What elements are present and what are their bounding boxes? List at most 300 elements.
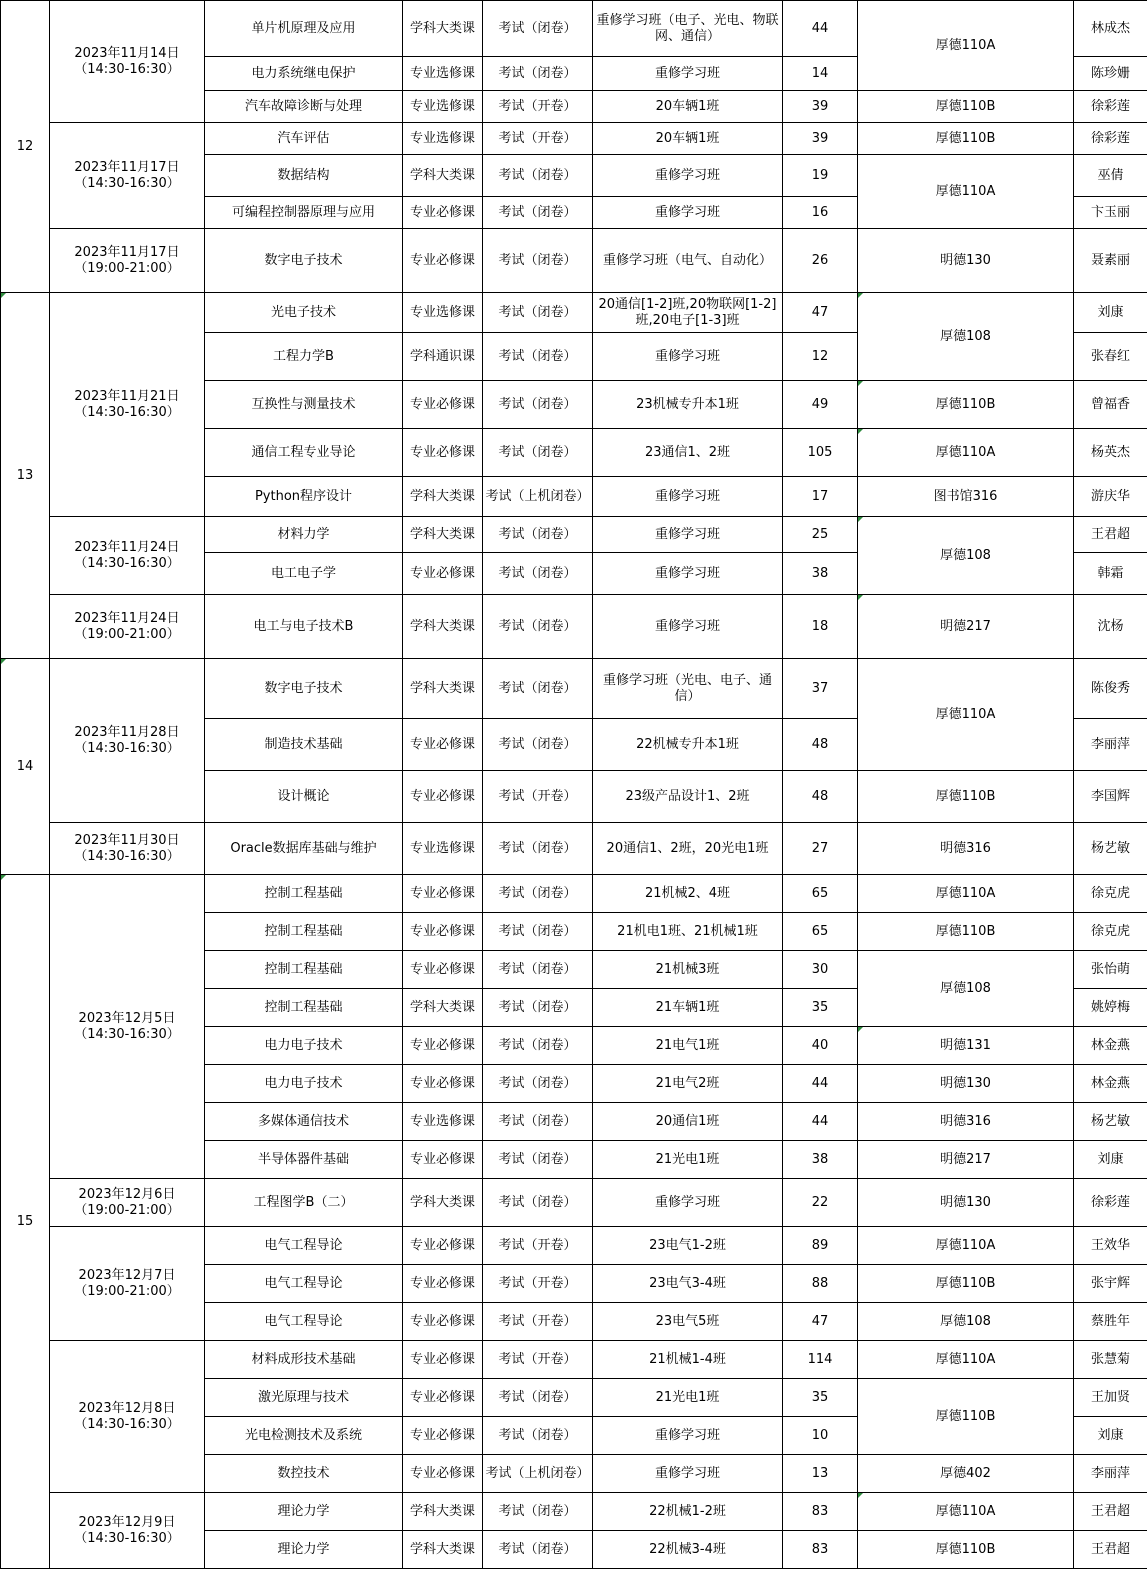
class-name-cell: 20车辆1班 (593, 123, 783, 155)
teacher-cell: 张春红 (1074, 333, 1147, 381)
student-count-cell: 44 (783, 1103, 858, 1141)
exam-method-cell: 考试（闭卷） (483, 429, 593, 477)
course-name-cell: Python程序设计 (205, 477, 403, 517)
exam-method-cell: 考试（闭卷） (483, 1027, 593, 1065)
course-type-cell: 专业必修课 (403, 229, 483, 293)
table-row (1, 123, 1147, 155)
exam-room-cell: 明德130 (858, 229, 1074, 293)
table-row (1, 875, 1147, 913)
course-type-cell: 专业必修课 (403, 719, 483, 771)
exam-date-cell (50, 1179, 205, 1227)
course-name-cell: 电力系统继电保护 (205, 57, 403, 91)
course-name-cell: 可编程控制器原理与应用 (205, 197, 403, 229)
exam-method-cell: 考试（闭卷） (483, 1179, 593, 1227)
student-count-cell: 18 (783, 595, 858, 659)
exam-room-cell: 厚德110B (858, 91, 1074, 123)
class-name-cell: 重修学习班 (593, 333, 783, 381)
exam-date-cell (50, 1227, 205, 1341)
exam-method-cell: 考试（闭卷） (483, 913, 593, 951)
exam-time: （14:30-16:30） (74, 740, 180, 756)
class-name-cell: 重修学习班 (593, 595, 783, 659)
course-name-cell: 材料成形技术基础 (205, 1341, 403, 1379)
exam-method-cell: 考试（闭卷） (483, 381, 593, 429)
exam-method-cell: 考试（上机闭卷） (483, 1455, 593, 1493)
exam-date: 2023年11月28日 (74, 724, 180, 740)
course-name-cell: 电工与电子技术B (205, 595, 403, 659)
teacher-cell: 王君超 (1074, 517, 1147, 553)
course-type-cell: 专业必修课 (403, 1065, 483, 1103)
exam-date: 2023年12月7日 (78, 1267, 176, 1283)
exam-method-cell: 考试（闭卷） (483, 1493, 593, 1531)
exam-date: 2023年11月24日 (74, 610, 180, 626)
exam-method-cell: 考试（闭卷） (483, 517, 593, 553)
class-name-cell: 重修学习班 (593, 553, 783, 595)
student-count-cell: 26 (783, 229, 858, 293)
teacher-cell: 姚婷梅 (1074, 989, 1147, 1027)
exam-date-cell (50, 875, 205, 1179)
exam-method-cell: 考试（开卷） (483, 1265, 593, 1303)
exam-method-cell: 考试（开卷） (483, 1227, 593, 1265)
course-type-cell: 专业必修课 (403, 1417, 483, 1455)
course-type-cell: 专业选修课 (403, 123, 483, 155)
exam-method-cell: 考试（闭卷） (483, 155, 593, 197)
exam-room-cell: 厚德110B (858, 771, 1074, 823)
exam-date: 2023年11月30日 (74, 832, 180, 848)
class-name-cell: 22机械3-4班 (593, 1531, 783, 1569)
table-row (1, 229, 1147, 293)
exam-time: （14:30-16:30） (74, 1416, 180, 1432)
exam-room-cell: 厚德110A (858, 1341, 1074, 1379)
course-type-cell: 专业必修课 (403, 1341, 483, 1379)
course-type-cell: 专业必修课 (403, 875, 483, 913)
class-name-cell: 重修学习班 (593, 477, 783, 517)
course-name-cell: 电气工程导论 (205, 1303, 403, 1341)
exam-room-cell: 明德316 (858, 1103, 1074, 1141)
exam-room-cell: 明德217 (858, 595, 1074, 659)
exam-room-cell: 厚德110A (858, 875, 1074, 913)
student-count-cell: 44 (783, 1, 858, 57)
teacher-cell: 李丽萍 (1074, 719, 1147, 771)
week-number-cell: 14 (1, 659, 50, 875)
course-type-cell: 专业必修课 (403, 1141, 483, 1179)
exam-room-cell: 明德217 (858, 1141, 1074, 1179)
course-name-cell: 光电子技术 (205, 293, 403, 333)
course-name-cell: 设计概论 (205, 771, 403, 823)
teacher-cell: 陈珍姗 (1074, 57, 1147, 91)
class-name-cell: 20通信1班 (593, 1103, 783, 1141)
teacher-cell: 张慧菊 (1074, 1341, 1147, 1379)
exam-date-cell (50, 229, 205, 293)
student-count-cell: 88 (783, 1265, 858, 1303)
student-count-cell: 22 (783, 1179, 858, 1227)
exam-room-cell: 厚德110A (858, 1227, 1074, 1265)
exam-method-cell: 考试（开卷） (483, 1303, 593, 1341)
exam-method-cell: 考试（开卷） (483, 771, 593, 823)
teacher-cell: 李国辉 (1074, 771, 1147, 823)
student-count-cell: 65 (783, 913, 858, 951)
teacher-cell: 徐彩莲 (1074, 1179, 1147, 1227)
teacher-cell: 聂素丽 (1074, 229, 1147, 293)
exam-room-cell: 厚德402 (858, 1455, 1074, 1493)
week-number-cell: 12 (1, 1, 50, 293)
exam-method-cell: 考试（闭卷） (483, 197, 593, 229)
exam-method-cell: 考试（闭卷） (483, 1103, 593, 1141)
exam-method-cell: 考试（闭卷） (483, 1417, 593, 1455)
course-name-cell: 汽车故障诊断与处理 (205, 91, 403, 123)
course-type-cell: 专业必修课 (403, 1455, 483, 1493)
exam-room-cell: 厚德110A (858, 155, 1074, 229)
table-row (1, 517, 1147, 553)
exam-method-cell: 考试（闭卷） (483, 659, 593, 719)
course-type-cell: 学科大类课 (403, 1179, 483, 1227)
exam-date-cell (50, 1, 205, 123)
course-name-cell: 光电检测技术及系统 (205, 1417, 403, 1455)
class-name-cell: 23电气3-4班 (593, 1265, 783, 1303)
course-type-cell: 专业选修课 (403, 91, 483, 123)
exam-date: 2023年12月6日 (78, 1186, 176, 1202)
exam-room-cell: 厚德108 (858, 951, 1074, 1027)
teacher-cell: 徐克虎 (1074, 875, 1147, 913)
class-name-cell: 重修学习班 (593, 1417, 783, 1455)
student-count-cell: 14 (783, 57, 858, 91)
table-row (1, 1, 1147, 57)
table-row (1, 1493, 1147, 1531)
exam-date: 2023年11月17日 (74, 244, 180, 260)
class-name-cell: 重修学习班（电子、光电、物联 网、通信） (593, 1, 783, 57)
exam-date-cell (50, 123, 205, 229)
student-count-cell: 30 (783, 951, 858, 989)
exam-room-cell: 明德131 (858, 1027, 1074, 1065)
exam-time: （19:00-21:00） (74, 1202, 180, 1218)
course-type-cell: 学科大类课 (403, 155, 483, 197)
course-name-cell: 电工电子学 (205, 553, 403, 595)
exam-time: （14:30-16:30） (74, 555, 180, 571)
exam-method-cell: 考试（开卷） (483, 91, 593, 123)
class-name-cell: 21光电1班 (593, 1141, 783, 1179)
exam-time: （14:30-16:30） (74, 1530, 180, 1546)
exam-room-cell: 厚德110B (858, 1265, 1074, 1303)
teacher-cell: 杨艺敏 (1074, 823, 1147, 875)
course-type-cell: 学科大类课 (403, 659, 483, 719)
exam-method-cell: 考试（闭卷） (483, 875, 593, 913)
class-name-cell: 21光电1班 (593, 1379, 783, 1417)
student-count-cell: 89 (783, 1227, 858, 1265)
teacher-cell: 曾福香 (1074, 381, 1147, 429)
exam-method-cell: 考试（开卷） (483, 1341, 593, 1379)
student-count-cell: 37 (783, 659, 858, 719)
table-row (1, 293, 1147, 333)
course-name-cell: 工程力学B (205, 333, 403, 381)
student-count-cell: 83 (783, 1493, 858, 1531)
exam-method-cell: 考试（闭卷） (483, 1379, 593, 1417)
class-name-cell: 23电气5班 (593, 1303, 783, 1341)
course-type-cell: 专业必修课 (403, 553, 483, 595)
teacher-cell: 徐克虎 (1074, 913, 1147, 951)
teacher-cell: 卞玉丽 (1074, 197, 1147, 229)
student-count-cell: 114 (783, 1341, 858, 1379)
exam-date-cell (50, 517, 205, 595)
class-name-cell: 23通信1、2班 (593, 429, 783, 477)
course-name-cell: 数据结构 (205, 155, 403, 197)
course-name-cell: 通信工程专业导论 (205, 429, 403, 477)
class-name-cell: 重修学习班 (593, 1179, 783, 1227)
course-type-cell: 学科通识课 (403, 333, 483, 381)
course-name-cell: 汽车评估 (205, 123, 403, 155)
course-type-cell: 学科大类课 (403, 1531, 483, 1569)
class-name-cell: 22机械1-2班 (593, 1493, 783, 1531)
exam-room-cell: 厚德110B (858, 1379, 1074, 1455)
student-count-cell: 19 (783, 155, 858, 197)
teacher-cell: 刘康 (1074, 1417, 1147, 1455)
exam-method-cell: 考试（闭卷） (483, 553, 593, 595)
course-type-cell: 专业必修课 (403, 197, 483, 229)
exam-time: （19:00-21:00） (74, 260, 180, 276)
class-name-cell: 重修学习班 (593, 1455, 783, 1493)
teacher-cell: 杨英杰 (1074, 429, 1147, 477)
course-type-cell: 专业选修课 (403, 57, 483, 91)
course-name-cell: 数字电子技术 (205, 229, 403, 293)
teacher-cell: 徐彩莲 (1074, 123, 1147, 155)
table-row (1, 595, 1147, 659)
course-type-cell: 专业必修课 (403, 1303, 483, 1341)
exam-time: （14:30-16:30） (74, 848, 180, 864)
class-name-cell: 21电气2班 (593, 1065, 783, 1103)
class-name-cell: 23电气1-2班 (593, 1227, 783, 1265)
class-name-cell: 重修学习班（光电、电子、通 信） (593, 659, 783, 719)
course-type-cell: 专业必修课 (403, 381, 483, 429)
course-name-cell: 控制工程基础 (205, 989, 403, 1027)
teacher-cell: 蔡胜年 (1074, 1303, 1147, 1341)
course-name-cell: 电力电子技术 (205, 1027, 403, 1065)
course-name-cell: 控制工程基础 (205, 875, 403, 913)
course-type-cell: 专业必修课 (403, 771, 483, 823)
week-number-cell: 15 (1, 875, 50, 1569)
class-name-cell: 21机械2、4班 (593, 875, 783, 913)
class-name-cell: 20车辆1班 (593, 91, 783, 123)
exam-room-cell: 图书馆316 (858, 477, 1074, 517)
exam-room-cell: 厚德110A (858, 429, 1074, 477)
course-name-cell: Oracle数据库基础与维护 (205, 823, 403, 875)
class-name-cell: 20通信[1-2]班,20物联网[1-2] 班,20电子[1-3]班 (593, 293, 783, 333)
student-count-cell: 83 (783, 1531, 858, 1569)
table-row (1, 1341, 1147, 1379)
teacher-cell: 王效华 (1074, 1227, 1147, 1265)
exam-time: （14:30-16:30） (74, 1026, 180, 1042)
course-name-cell: 控制工程基础 (205, 951, 403, 989)
exam-method-cell: 考试（闭卷） (483, 989, 593, 1027)
student-count-cell: 16 (783, 197, 858, 229)
course-name-cell: 单片机原理及应用 (205, 1, 403, 57)
course-type-cell: 专业必修课 (403, 1027, 483, 1065)
student-count-cell: 48 (783, 771, 858, 823)
exam-room-cell: 厚德110A (858, 659, 1074, 771)
course-name-cell: 理论力学 (205, 1531, 403, 1569)
teacher-cell: 韩霜 (1074, 553, 1147, 595)
student-count-cell: 65 (783, 875, 858, 913)
class-name-cell: 重修学习班（电气、自动化） (593, 229, 783, 293)
exam-date-cell (50, 1493, 205, 1569)
student-count-cell: 13 (783, 1455, 858, 1493)
course-type-cell: 专业必修课 (403, 1265, 483, 1303)
student-count-cell: 39 (783, 123, 858, 155)
course-type-cell: 专业必修课 (403, 429, 483, 477)
teacher-cell: 沈杨 (1074, 595, 1147, 659)
exam-method-cell: 考试（闭卷） (483, 57, 593, 91)
exam-method-cell: 考试（闭卷） (483, 595, 593, 659)
student-count-cell: 12 (783, 333, 858, 381)
class-name-cell: 21电气1班 (593, 1027, 783, 1065)
class-name-cell: 重修学习班 (593, 517, 783, 553)
course-type-cell: 学科大类课 (403, 1, 483, 57)
teacher-cell: 巫倩 (1074, 155, 1147, 197)
class-name-cell: 重修学习班 (593, 155, 783, 197)
teacher-cell: 刘康 (1074, 1141, 1147, 1179)
course-name-cell: 电气工程导论 (205, 1265, 403, 1303)
exam-time: （14:30-16:30） (74, 175, 180, 191)
teacher-cell: 游庆华 (1074, 477, 1147, 517)
student-count-cell: 35 (783, 1379, 858, 1417)
exam-date: 2023年11月24日 (74, 539, 180, 555)
exam-method-cell: 考试（闭卷） (483, 823, 593, 875)
exam-method-cell: 考试（闭卷） (483, 1531, 593, 1569)
course-type-cell: 专业必修课 (403, 913, 483, 951)
exam-room-cell: 明德130 (858, 1065, 1074, 1103)
exam-time: （14:30-16:30） (74, 61, 180, 77)
course-type-cell: 学科大类课 (403, 1493, 483, 1531)
exam-date: 2023年11月21日 (74, 388, 180, 404)
student-count-cell: 35 (783, 989, 858, 1027)
class-name-cell: 重修学习班 (593, 57, 783, 91)
course-type-cell: 专业选修课 (403, 823, 483, 875)
exam-room-cell: 厚德108 (858, 293, 1074, 381)
table-row (1, 1227, 1147, 1265)
course-type-cell: 学科大类课 (403, 595, 483, 659)
exam-method-cell: 考试（闭卷） (483, 1, 593, 57)
student-count-cell: 10 (783, 1417, 858, 1455)
student-count-cell: 44 (783, 1065, 858, 1103)
exam-method-cell: 考试（闭卷） (483, 333, 593, 381)
course-name-cell: 理论力学 (205, 1493, 403, 1531)
class-name-cell: 重修学习班 (593, 197, 783, 229)
student-count-cell: 25 (783, 517, 858, 553)
exam-room-cell: 厚德110B (858, 123, 1074, 155)
course-name-cell: 多媒体通信技术 (205, 1103, 403, 1141)
exam-method-cell: 考试（闭卷） (483, 293, 593, 333)
exam-room-cell: 厚德108 (858, 517, 1074, 595)
course-type-cell: 学科大类课 (403, 517, 483, 553)
teacher-cell: 陈俊秀 (1074, 659, 1147, 719)
class-name-cell: 21车辆1班 (593, 989, 783, 1027)
exam-method-cell: 考试（闭卷） (483, 719, 593, 771)
table-row (1, 659, 1147, 719)
course-name-cell: 半导体器件基础 (205, 1141, 403, 1179)
teacher-cell: 林金燕 (1074, 1027, 1147, 1065)
course-name-cell: 控制工程基础 (205, 913, 403, 951)
course-type-cell: 专业选修课 (403, 1103, 483, 1141)
exam-date: 2023年12月5日 (78, 1010, 176, 1026)
exam-date: 2023年11月17日 (74, 159, 180, 175)
teacher-cell: 杨艺敏 (1074, 1103, 1147, 1141)
class-name-cell: 22机械专升本1班 (593, 719, 783, 771)
exam-method-cell: 考试（开卷） (483, 123, 593, 155)
exam-room-cell: 厚德110B (858, 1531, 1074, 1569)
table-row (1, 1179, 1147, 1227)
exam-room-cell: 明德130 (858, 1179, 1074, 1227)
exam-schedule-body (1, 1, 1147, 1569)
exam-date: 2023年12月8日 (78, 1400, 176, 1416)
exam-method-cell: 考试（闭卷） (483, 229, 593, 293)
class-name-cell: 21机械1-4班 (593, 1341, 783, 1379)
course-name-cell: 激光原理与技术 (205, 1379, 403, 1417)
exam-date-cell (50, 1341, 205, 1493)
course-type-cell: 专业必修课 (403, 1379, 483, 1417)
student-count-cell: 27 (783, 823, 858, 875)
course-type-cell: 专业必修课 (403, 951, 483, 989)
exam-time: （19:00-21:00） (74, 626, 180, 642)
student-count-cell: 40 (783, 1027, 858, 1065)
class-name-cell: 20通信1、2班，20光电1班 (593, 823, 783, 875)
exam-time: （14:30-16:30） (74, 404, 180, 420)
class-name-cell: 21机电1班、21机械1班 (593, 913, 783, 951)
course-type-cell: 学科大类课 (403, 477, 483, 517)
teacher-cell: 刘康 (1074, 293, 1147, 333)
student-count-cell: 17 (783, 477, 858, 517)
course-name-cell: 材料力学 (205, 517, 403, 553)
student-count-cell: 105 (783, 429, 858, 477)
exam-time: （19:00-21:00） (74, 1283, 180, 1299)
exam-date: 2023年12月9日 (78, 1514, 176, 1530)
week-number-cell: 13 (1, 293, 50, 659)
exam-room-cell: 厚德110B (858, 913, 1074, 951)
course-name-cell: 电力电子技术 (205, 1065, 403, 1103)
exam-room-cell: 厚德108 (858, 1303, 1074, 1341)
exam-method-cell: 考试（闭卷） (483, 951, 593, 989)
student-count-cell: 38 (783, 553, 858, 595)
teacher-cell: 王君超 (1074, 1493, 1147, 1531)
student-count-cell: 47 (783, 1303, 858, 1341)
course-type-cell: 学科大类课 (403, 989, 483, 1027)
exam-room-cell: 厚德110B (858, 381, 1074, 429)
course-name-cell: 工程图学B（二） (205, 1179, 403, 1227)
teacher-cell: 徐彩莲 (1074, 91, 1147, 123)
teacher-cell: 李丽萍 (1074, 1455, 1147, 1493)
class-name-cell: 23机械专升本1班 (593, 381, 783, 429)
student-count-cell: 47 (783, 293, 858, 333)
teacher-cell: 王加贤 (1074, 1379, 1147, 1417)
exam-method-cell: 考试（闭卷） (483, 1141, 593, 1179)
exam-date-cell (50, 595, 205, 659)
class-name-cell: 23级产品设计1、2班 (593, 771, 783, 823)
course-name-cell: 数控技术 (205, 1455, 403, 1493)
course-type-cell: 专业选修课 (403, 293, 483, 333)
exam-date: 2023年11月14日 (74, 45, 180, 61)
course-name-cell: 数字电子技术 (205, 659, 403, 719)
table-row (1, 823, 1147, 875)
exam-room-cell: 厚德110A (858, 1493, 1074, 1531)
exam-date-cell (50, 823, 205, 875)
course-type-cell: 专业必修课 (403, 1227, 483, 1265)
class-name-cell: 21机械3班 (593, 951, 783, 989)
exam-room-cell: 厚德110A (858, 1, 1074, 91)
teacher-cell: 张宇辉 (1074, 1265, 1147, 1303)
teacher-cell: 王君超 (1074, 1531, 1147, 1569)
student-count-cell: 39 (783, 91, 858, 123)
exam-date-cell (50, 659, 205, 823)
exam-room-cell: 明德316 (858, 823, 1074, 875)
course-name-cell: 互换性与测量技术 (205, 381, 403, 429)
teacher-cell: 林成杰 (1074, 1, 1147, 57)
teacher-cell: 张怡萌 (1074, 951, 1147, 989)
